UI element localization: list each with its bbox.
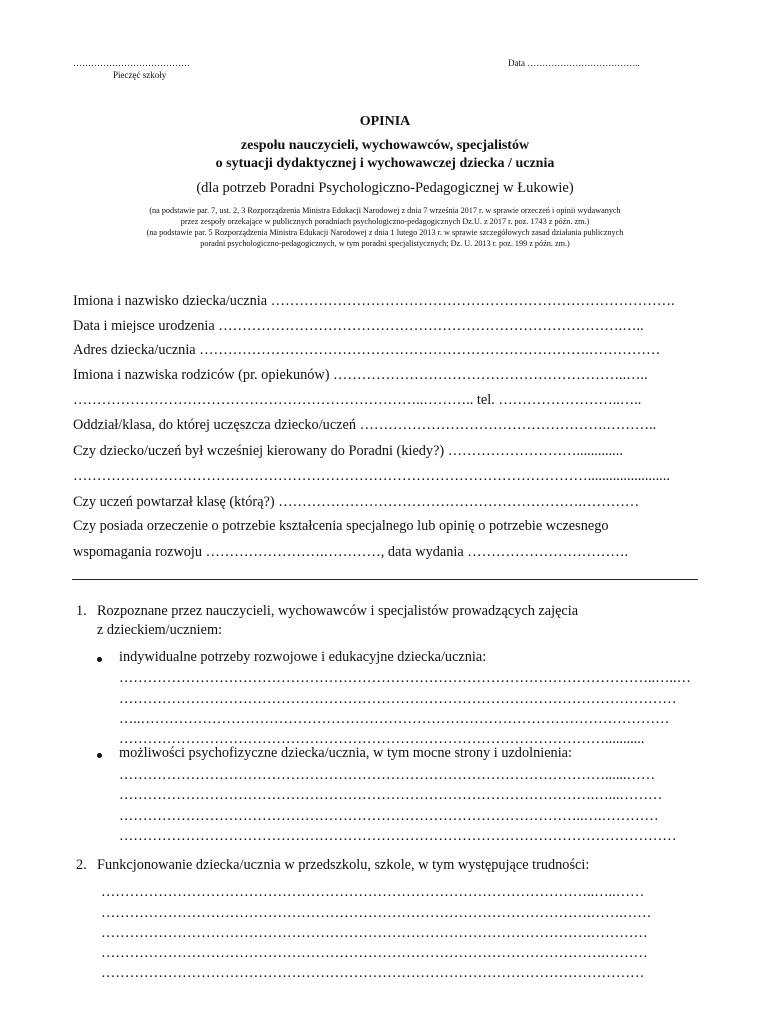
legal-basis-line: (na podstawie par. 5 Rozporządzenia Ministra Edukacji Narodowej z dnia 1 lutego 2013 r. w sprawie szczegółowych zasad działania publicznych: [146, 228, 624, 237]
school-stamp-dots: …………………………………: [73, 58, 190, 68]
answer-line[interactable]: …………………………………………………………………………………………...........: [119, 731, 645, 747]
bullet-label-needs: indywidualne potrzeby rozwojowe i edukacyjne dziecka/ucznia:: [119, 649, 487, 665]
legal-basis-line: przez zespoły orzekające w publicznych poradniach psychologiczno-pedagogicznych Dz.U. z 2017 r. poz. 1743 z późn. zm.): [180, 217, 590, 226]
previous-referral-field[interactable]: Czy dziecko/uczeń był wcześniej kierowany do Poradni (kiedy?) ……………………….............: [73, 443, 623, 459]
legal-basis-line: (na podstawie par. 7, ust. 2, 3 Rozporządzenia Ministra Edukacji Narodowej z dnia 7 września 2017 r. w sprawie orzeczeń i opinii wydawanych: [149, 206, 621, 215]
answer-line[interactable]: …..…………………………………………………………………………………………………: [119, 711, 670, 727]
bullet-label-abilities: możliwości psychofizyczne dziecka/ucznia, w tym mocne strony i uzdolnienia:: [119, 745, 572, 761]
date-line: Data ………………………………..: [508, 58, 640, 68]
section-2-number: 2.: [76, 857, 87, 873]
class-field[interactable]: Oddział/klasa, do której uczęszcza dziecko/uczeń …………………………………………….………..: [73, 417, 657, 433]
bullet-icon: [97, 657, 102, 662]
bullet-icon: [97, 753, 102, 758]
answer-line[interactable]: ………………………………………………………………………………………………………: [119, 828, 677, 844]
certificate-date-field[interactable]: wspomagania rozwoju …………………….…………, data wydania …………………………….: [73, 544, 629, 560]
document-title: OPINIA: [359, 114, 411, 129]
answer-line[interactable]: …………………………………………………………………………………………..…..……: [101, 884, 645, 900]
title-line-1: zespołu nauczycieli, wychowawców, specjalistów: [240, 138, 530, 153]
previous-referral-continuation[interactable]: ……………………………………………………………………………………………….......................: [73, 468, 670, 484]
parents-names-field[interactable]: Imiona i nazwiska rodziców (pr. opiekunów) ……………………………………………………..…..: [73, 367, 648, 383]
answer-line[interactable]: ………………………………………………………………………………………………………: [119, 691, 677, 707]
answer-line[interactable]: ……………………………………………………………………………………….…...………: [119, 787, 663, 803]
answer-line[interactable]: …………………………………………………………………………………………......……: [119, 767, 656, 783]
child-address-field[interactable]: Adres dziecka/ucznia ……………………………………………………………………….……………: [73, 342, 661, 358]
answer-line[interactable]: ……………………………………………………………………………………………………: [101, 965, 645, 981]
repeated-class-field[interactable]: Czy uczeń powtarzał klasę (którą?) ……………………………………………………….…………: [73, 494, 640, 510]
answer-line[interactable]: …………………………………………………………………………………………………..…..…: [119, 670, 691, 686]
certificate-question: Czy posiada orzeczenie o potrzebie kształcenia specjalnego lub opinię o potrzebie wczesnego: [73, 518, 609, 534]
school-stamp-label: Pieczęć szkoły: [113, 70, 167, 80]
child-name-field[interactable]: Imiona i nazwisko dziecka/ucznia ………………………………………………………………………….: [73, 293, 675, 309]
title-line-2: o sytuacji dydaktycznej i wychowawczej dziecka / ucznia: [215, 156, 555, 171]
title-line-3: (dla potrzeb Poradni Psychologiczno-Pedagogicznej w Łukowie): [196, 180, 574, 196]
legal-basis-line: poradni psychologiczno-pedagogicznych, w tym poradni specjalistycznych; Dz. U. 2013 r. poz. 199 z późn. zm.): [200, 239, 570, 248]
section-2-heading: Funkcjonowanie dziecka/ucznia w przedszkolu, szkole, w tym występujące trudności:: [97, 857, 590, 873]
answer-line[interactable]: ……………………………………………………………………………………..….…………: [119, 808, 659, 824]
section-1-number: 1.: [76, 603, 87, 619]
answer-line[interactable]: …………………………………………………………………………………………….………: [101, 945, 648, 961]
answer-line[interactable]: ………………………………………………………………………………………….…………: [101, 925, 648, 941]
birth-date-place-field[interactable]: Data i miejsce urodzenia ………………………………………………………………………….…..: [73, 318, 644, 334]
section-divider: [72, 579, 698, 580]
section-1-heading: Rozpoznane przez nauczycieli, wychowawców i specjalistów prowadzących zajęcia: [97, 603, 579, 619]
answer-line[interactable]: ………………………………………………………………………………………….…….……: [101, 905, 652, 921]
section-1-heading-continued: z dzieckiem/uczniem:: [97, 622, 223, 638]
parents-phone-field[interactable]: ………………………………………………………………..……….. tel. ……………………..…..: [73, 392, 642, 408]
